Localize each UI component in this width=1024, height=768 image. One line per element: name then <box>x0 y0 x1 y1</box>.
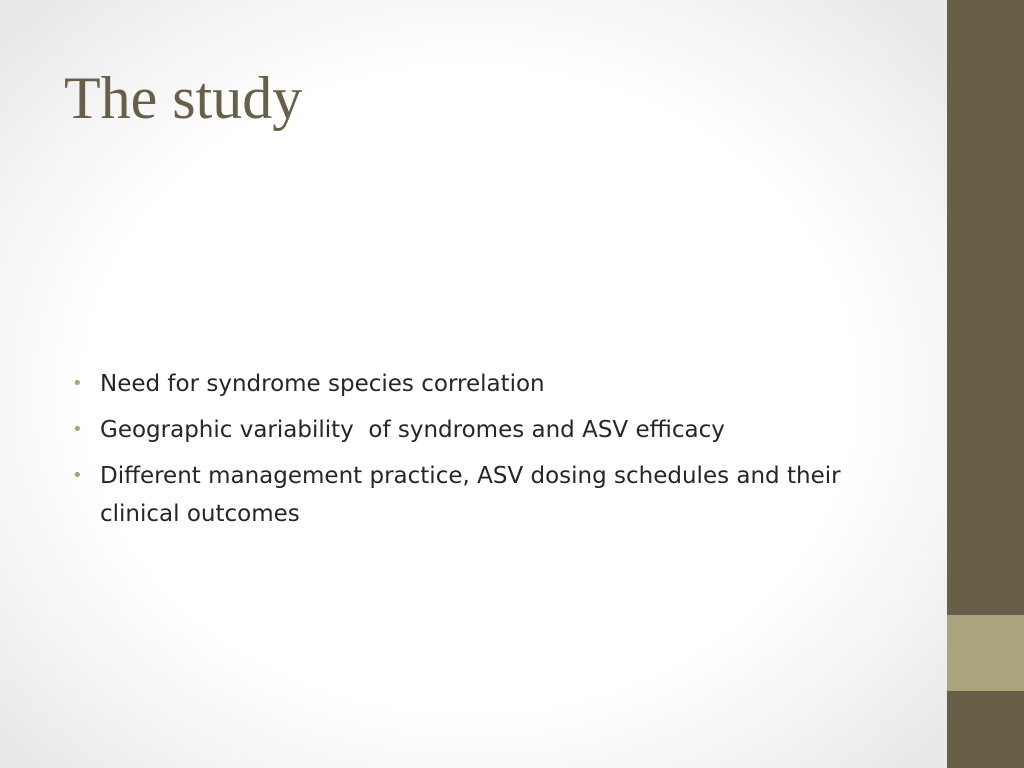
bullet-item <box>72 457 872 533</box>
bullet-item <box>72 411 872 449</box>
slide-title: The study <box>64 65 303 131</box>
bullet-dot-icon: • <box>72 373 83 394</box>
bullet-dot-icon: • <box>72 419 83 440</box>
bullet-item <box>72 365 872 403</box>
bullet-list <box>72 365 872 541</box>
bullet-text: Geographic variability of syndromes and ASV efficacy <box>100 417 725 443</box>
bullet-text: Different management practice, ASV dosing schedules and their clinical outcomes <box>100 463 848 527</box>
bullet-text: Need for syndrome species correlation <box>100 371 545 397</box>
side-bar-accent-block <box>947 615 1024 691</box>
bullet-dot-icon: • <box>72 465 83 486</box>
